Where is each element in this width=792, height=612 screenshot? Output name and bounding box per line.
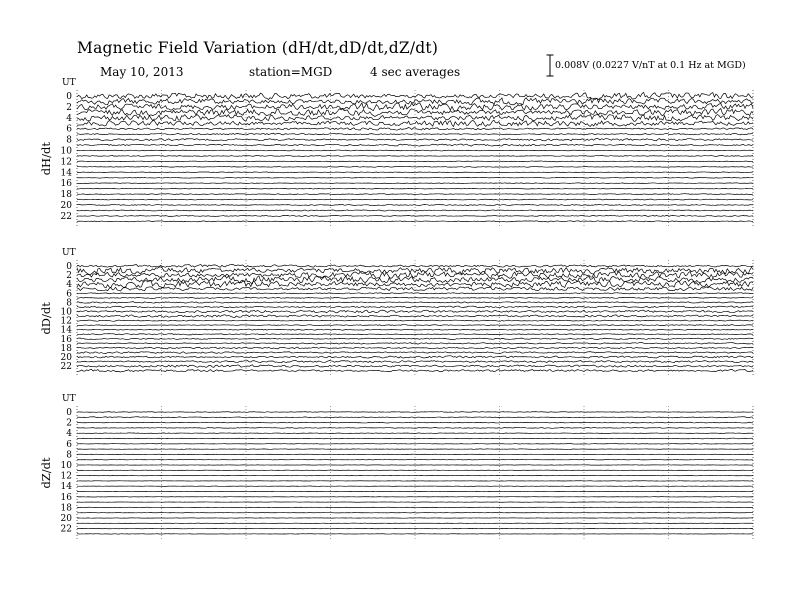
scale-bar-label: 0.008V (0.0227 V/nT at 0.1 Hz at MGD) [555, 60, 746, 71]
row-label: 20 [60, 514, 72, 524]
row-label: 10 [60, 146, 72, 157]
trace-line [77, 215, 753, 216]
row-label: 10 [60, 307, 72, 318]
row-label: 18 [60, 343, 72, 354]
trace-line [77, 422, 753, 423]
time-axis-label: UT [62, 78, 76, 88]
panel-axis-label: dH/dt [39, 142, 53, 176]
row-label: 2 [66, 271, 72, 282]
row-label: 18 [60, 503, 72, 514]
row-label: 0 [66, 262, 72, 272]
row-label: 12 [60, 316, 72, 327]
station-label: station=MGD [249, 65, 333, 79]
row-label: 16 [60, 492, 72, 503]
chart-title: Magnetic Field Variation (dH/dt,dD/dt,dZ/dt) [77, 39, 439, 57]
trace-line [77, 183, 753, 184]
trace-line [77, 444, 753, 445]
row-label: 22 [60, 362, 72, 373]
row-label: 20 [60, 201, 72, 211]
trace-line [77, 343, 753, 345]
row-label: 12 [60, 471, 72, 482]
averaging-label: 4 sec averages [370, 65, 461, 79]
trace-line [77, 188, 753, 189]
trace-line [77, 199, 753, 200]
row-label: 6 [66, 439, 72, 450]
date-label: May 10, 2013 [100, 65, 184, 79]
row-label: 8 [66, 298, 72, 309]
row-label: 16 [60, 179, 72, 190]
trace-line [77, 221, 753, 222]
trace-line [77, 194, 753, 195]
trace-line [77, 161, 753, 162]
trace-line [77, 166, 753, 167]
row-label: 6 [66, 289, 72, 300]
trace-line [77, 297, 753, 298]
trace-line [77, 320, 753, 321]
row-label: 8 [66, 450, 72, 461]
row-label: 2 [66, 418, 72, 429]
trace-line [77, 438, 753, 439]
trace-line [77, 306, 753, 308]
row-label: 14 [60, 168, 72, 179]
row-label: 4 [66, 429, 72, 440]
row-label: 4 [66, 113, 72, 124]
panel-axis-label: dD/dt [39, 302, 53, 335]
trace-line [77, 417, 753, 418]
time-axis-label: UT [62, 394, 76, 404]
row-label: 18 [60, 190, 72, 201]
row-label: 16 [60, 334, 72, 345]
row-label: 14 [60, 325, 72, 336]
row-label: 20 [60, 353, 72, 363]
row-label: 0 [66, 408, 72, 418]
row-label: 6 [66, 124, 72, 135]
trace-line [77, 172, 753, 173]
row-label: 4 [66, 280, 72, 291]
trace-line [77, 412, 753, 413]
trace-line [77, 334, 753, 335]
trace-line [77, 325, 753, 326]
time-axis-label: UT [62, 248, 76, 258]
trace-line [77, 120, 753, 126]
row-label: 2 [66, 102, 72, 113]
row-label: 10 [60, 461, 72, 471]
row-label: 0 [66, 92, 72, 102]
row-label: 22 [60, 524, 72, 535]
trace-line [77, 133, 753, 135]
panel-axis-label: dZ/dt [39, 457, 53, 489]
trace-line [77, 108, 753, 116]
row-label: 14 [60, 482, 72, 493]
trace-line [77, 433, 753, 434]
trace-line [77, 361, 753, 363]
row-label: 12 [60, 157, 72, 168]
trace-line [77, 204, 753, 205]
row-label: 8 [66, 135, 72, 146]
row-label: 22 [60, 211, 72, 222]
